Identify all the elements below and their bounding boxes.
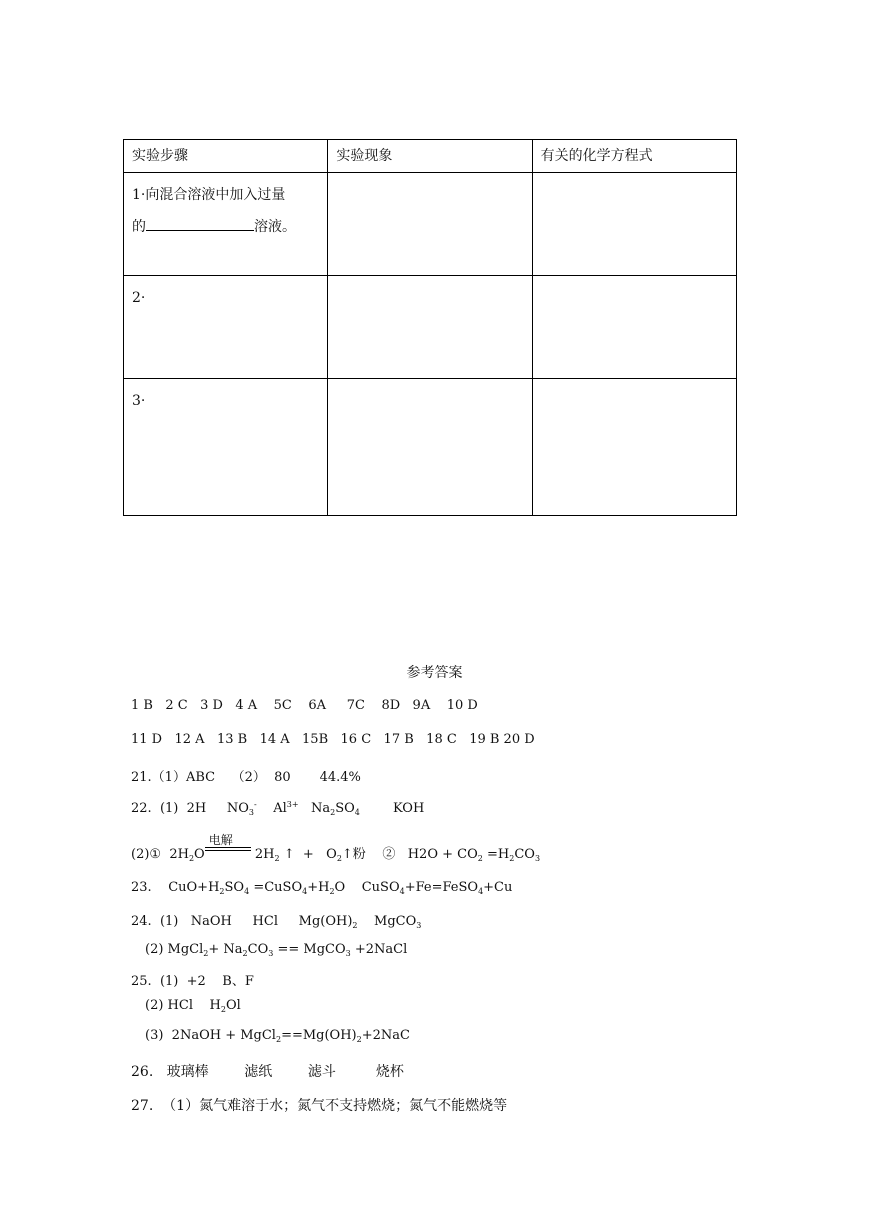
experiment-table xyxy=(123,139,737,516)
answer-line-22: 22. (1) 2H $NO_3^-$ $Al^{3+}$ $Na_2SO_4$ KOH xyxy=(131,800,425,817)
answer-line-25-3: (3) 2NaOH + $MgCl_2==Mg(OH)_2+2NaC$ xyxy=(145,1028,410,1044)
answers-title: 参考答案 xyxy=(406,665,463,681)
table-row xyxy=(124,276,737,379)
phenomenon-cell[interactable] xyxy=(328,276,532,379)
header-phenomenon: 实验现象 xyxy=(328,140,532,173)
fill-in-blank[interactable] xyxy=(146,214,254,231)
step-cell xyxy=(124,173,328,276)
phenomenon-cell[interactable] xyxy=(328,379,532,516)
equation-cell[interactable] xyxy=(532,379,736,516)
electrolysis-arrow: 电解 xyxy=(205,844,251,858)
step-text: 3· xyxy=(132,393,146,409)
table-row xyxy=(124,379,737,516)
answer-line-25: 25. (1) +2 B、F xyxy=(131,974,254,989)
answer-line-25-2: (2) HCl $H_2Ol$ xyxy=(145,998,241,1014)
answer-line-23: 23. $CuO+H_2SO_4$ $=CuSO_4+H_2O$ CuSO$_4$+Fe=FeSO$_4$+Cu xyxy=(131,880,513,896)
answer-line-2: 11 D 12 A 13 B 14 A 15B 16 C 17 B 18 C 19 B 20 D xyxy=(131,732,535,747)
equation-cell[interactable] xyxy=(532,173,736,276)
answer-line-1: 1 B 2 C 3 D 4 A 5C 6A 7C 8D 9A 10 D xyxy=(131,698,478,713)
header-equation: 有关的化学方程式 xyxy=(532,140,736,173)
table-header-row xyxy=(124,140,737,173)
answer-line-22-2: (2)① $2H_2O$ 电解 $2H_2$ ↑ + $O_2↑$粉 ② $H2O + CO_2 =H_2CO_3$ xyxy=(131,833,541,863)
equation-cell[interactable] xyxy=(532,276,736,379)
answer-line-21: 21.（1）ABC （2） 80 44.4% xyxy=(131,770,361,785)
step-blank-line: 的 溶液。 xyxy=(132,211,319,243)
answer-line-24: 24. (1) NaOH HCl $Mg(OH)_2$ MgCO$_3$ xyxy=(131,914,422,930)
answer-line-24-2: (2) MgCl$_2$+ $Na_2CO_3$ == MgCO$_3$ +2NaCl xyxy=(145,942,408,958)
header-step: 实验步骤 xyxy=(124,140,328,173)
step-text: 2· xyxy=(132,290,146,306)
answer-line-26: 26. 玻璃棒 滤纸 滤斗 烧杯 xyxy=(131,1064,404,1080)
phenomenon-cell[interactable] xyxy=(328,173,532,276)
table-row xyxy=(124,173,737,276)
step-cell xyxy=(124,276,328,379)
step-cell xyxy=(124,379,328,516)
step-text: 1·向混合溶液中加入过量 xyxy=(132,187,286,203)
answer-line-27: 27. （1）氮气难溶于水；氮气不支持燃烧；氮气不能燃烧等 xyxy=(131,1098,508,1114)
